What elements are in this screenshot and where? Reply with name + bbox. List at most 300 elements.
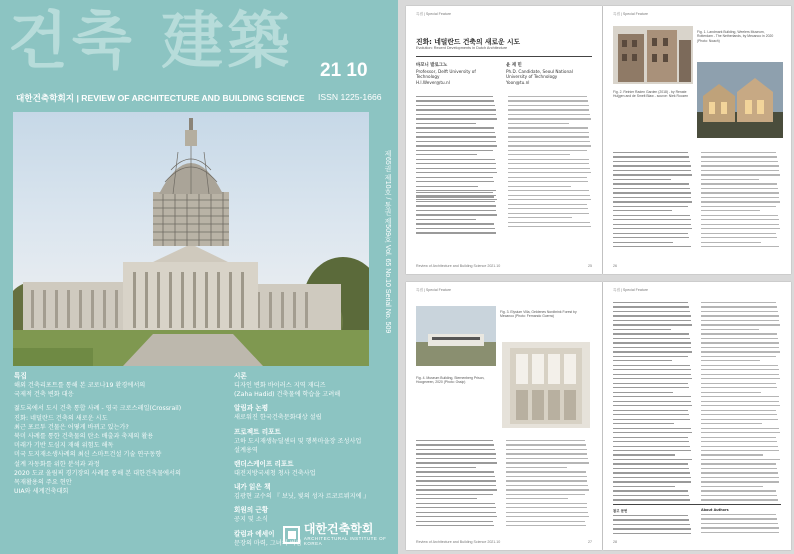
text-line — [416, 181, 494, 182]
text-line — [701, 246, 779, 247]
text-line — [701, 523, 778, 524]
capitol-illustration — [13, 112, 369, 366]
text-line — [613, 450, 691, 451]
text-line — [613, 360, 672, 361]
text-line — [613, 329, 671, 330]
toc-section-heading: 회원의 근황 — [234, 506, 269, 515]
body-text-korean — [416, 96, 498, 204]
text-line — [416, 521, 493, 522]
text-line — [508, 186, 571, 187]
text-line — [701, 369, 779, 370]
text-line — [613, 347, 691, 348]
toc-entry: 고하 도시재생뉴딜센터 및 행복마을장 조성사업 — [234, 437, 362, 445]
page-header: 특집 | Special Feature — [613, 12, 649, 16]
text-line — [701, 518, 777, 519]
text-line — [508, 181, 588, 182]
text-line — [701, 472, 778, 473]
text-line — [508, 123, 569, 124]
text-line — [416, 186, 478, 187]
page-number: 25 — [588, 264, 592, 268]
text-line — [508, 177, 587, 178]
text-line — [701, 481, 779, 482]
text-line — [613, 170, 691, 171]
text-line — [701, 342, 779, 343]
text-line — [613, 468, 689, 469]
text-line — [416, 471, 494, 472]
text-line — [508, 168, 590, 169]
notes-label-korean: 참고 문헌 — [613, 509, 628, 513]
text-line — [701, 306, 777, 307]
toc-entry: 미래가 기반 도심지 재해 위험도 해독 — [14, 442, 114, 450]
toc-section-heading: 랜더스케이프 리포트 — [234, 460, 294, 469]
body-text-korean-2 — [416, 192, 498, 237]
text-line — [701, 315, 779, 316]
toc-entry: 진화: 네덜란드 건축의 새로운 시도 — [14, 414, 108, 422]
text-line — [416, 168, 496, 169]
text-line — [508, 195, 590, 196]
text-line — [701, 468, 777, 469]
text-line — [508, 226, 591, 227]
text-line — [416, 145, 497, 146]
text-line — [416, 201, 495, 202]
text-line — [416, 503, 495, 504]
text-line — [613, 342, 691, 343]
aik-logo-icon — [283, 526, 300, 544]
text-line — [701, 311, 778, 312]
page-header: 특집 | Special Feature — [416, 288, 452, 292]
text-line — [613, 472, 690, 473]
text-line — [613, 387, 689, 388]
text-line — [613, 378, 692, 379]
text-line — [613, 215, 690, 216]
text-line — [416, 476, 495, 477]
notes-rule — [613, 504, 781, 505]
text-line — [508, 109, 589, 110]
text-line — [506, 521, 585, 522]
text-line — [508, 204, 587, 205]
text-line — [613, 414, 689, 415]
text-line — [613, 495, 689, 496]
text-line — [613, 441, 689, 442]
text-line — [613, 533, 691, 534]
text-line — [416, 485, 496, 486]
page-26 — [603, 6, 791, 274]
text-line — [416, 159, 495, 160]
text-line — [613, 405, 692, 406]
text-line — [613, 490, 688, 491]
text-line — [701, 532, 779, 533]
text-line — [508, 159, 589, 160]
text-line — [613, 374, 691, 375]
text-line — [416, 109, 496, 110]
toc-entry: 새로워진 한국건축문화대상 설립 — [234, 414, 322, 422]
toc-entry: UIA와 세계건축대회 — [14, 488, 69, 496]
publisher-logo — [283, 523, 398, 546]
text-line — [416, 132, 495, 133]
text-line — [613, 499, 690, 500]
text-line — [506, 494, 585, 495]
page-28 — [603, 282, 791, 550]
text-line — [508, 150, 587, 151]
text-line — [613, 224, 691, 225]
text-line — [701, 192, 779, 193]
text-line — [701, 495, 777, 496]
text-line — [506, 512, 588, 513]
text-line — [701, 405, 780, 406]
toc-entry: 공지 및 소식 — [234, 516, 268, 524]
text-line — [613, 401, 691, 402]
text-line — [416, 507, 496, 508]
text-line — [506, 471, 586, 472]
text-line — [506, 503, 587, 504]
text-line — [506, 453, 587, 454]
logo-name: 대한건축학회 — [303, 522, 374, 536]
text-line — [416, 210, 496, 211]
text-line — [613, 237, 689, 238]
text-line — [508, 190, 589, 191]
author-2-affiliation: Ph.D. Candidate, Seoul National University of Technology — [506, 68, 573, 80]
text-line — [508, 127, 588, 128]
text-line — [701, 224, 779, 225]
text-line — [416, 453, 496, 454]
text-line — [416, 498, 477, 499]
text-line — [701, 441, 777, 442]
text-line — [416, 105, 495, 106]
text-line — [613, 161, 690, 162]
text-line — [613, 311, 690, 312]
notes-korean — [613, 508, 693, 537]
text-line — [416, 196, 494, 197]
text-line — [701, 165, 779, 166]
text-line — [508, 141, 590, 142]
notes-english-lines — [701, 514, 781, 533]
notes-korean-lines — [613, 515, 693, 534]
text-line — [508, 145, 591, 146]
author-1-email: H.l.Wever@tu.nl — [416, 79, 450, 85]
text-line — [613, 410, 688, 411]
text-line — [613, 324, 692, 325]
text-line — [613, 519, 689, 520]
page-25 — [406, 6, 602, 274]
text-line — [416, 449, 495, 450]
text-line — [613, 201, 692, 202]
text-line — [701, 206, 776, 207]
text-line — [701, 237, 777, 238]
journal-name: 대한건축학회지 | REVIEW OF ARCHITECTURE AND BUILDING SCIENCE — [16, 93, 305, 103]
toc-entry: 설계용역 — [234, 446, 258, 454]
text-line — [506, 467, 567, 468]
logo-subtitle: ARCHITECTURAL INSTITUTE OF KOREA — [303, 536, 387, 546]
text-line — [416, 462, 497, 463]
text-line — [613, 454, 675, 455]
author-1-name: 바꼬니 발로그노 — [416, 63, 448, 68]
text-line — [508, 163, 589, 164]
article-subtitle: Evolution: Recent Developments in Dutch Architecture — [416, 46, 508, 50]
text-line — [416, 489, 497, 490]
text-line — [613, 446, 690, 447]
body-text-korean — [613, 152, 693, 251]
text-line — [701, 242, 761, 243]
text-line — [613, 188, 690, 189]
figure-1-photo — [613, 26, 693, 84]
toc-entry: 디자인 변화 바이러스 지역 재디즈 — [234, 382, 326, 389]
text-line — [701, 197, 779, 198]
text-line — [701, 210, 760, 211]
text-line — [613, 315, 691, 316]
text-line — [613, 156, 689, 157]
text-line — [701, 419, 778, 420]
toc-section-heading: 칼럼과 에세이 — [234, 529, 275, 538]
text-line — [416, 150, 493, 151]
toc-entry: 젊도록에서 도시 건축 통합 사례 - 영국 크로스레일(Crossrail) — [14, 405, 182, 413]
text-line — [613, 174, 692, 175]
text-line — [416, 177, 493, 178]
text-line — [613, 306, 689, 307]
text-line — [613, 432, 692, 433]
toc-entry: 최근 포르투 건물은 어떻게 바뀌고 있는가? — [14, 423, 129, 431]
text-line — [613, 192, 691, 193]
text-line — [701, 179, 759, 180]
text-line — [701, 228, 780, 229]
page-number: 27 — [588, 540, 592, 544]
text-line — [701, 387, 777, 388]
text-line — [701, 174, 780, 175]
text-line — [416, 163, 496, 164]
text-line — [506, 462, 589, 463]
text-line — [416, 192, 493, 193]
cover-title: 건축 建築 — [8, 4, 294, 77]
text-line — [508, 96, 587, 97]
text-line — [701, 170, 779, 171]
title-rule — [416, 56, 592, 57]
figure-2-caption: Fig. 2. Reinier Raden Garden (2018) - by Renate Huijgen and de Smelt Blaw - source: Niek Roozen — [613, 90, 689, 99]
text-line — [416, 232, 496, 233]
text-line — [416, 214, 497, 215]
toc-entry: 해외 건축리포트를 통해 본 코로나19 환경에서의 — [14, 382, 146, 389]
text-line — [416, 118, 497, 119]
text-line — [701, 428, 779, 429]
text-line — [613, 423, 674, 424]
text-line — [701, 365, 778, 366]
text-line — [506, 498, 568, 499]
text-line — [508, 217, 572, 218]
toc-entry: 국제적 건축 변화 대응 — [14, 391, 74, 399]
page-footer: Review of Architecture and Building Science 2021.10 — [416, 540, 501, 544]
text-line — [701, 432, 780, 433]
page-header: 특집 | Special Feature — [613, 288, 649, 292]
text-line — [613, 320, 691, 321]
toc-entry: (Zaha Hadid) 건축물에 학습을 고려해 — [234, 391, 341, 399]
text-line — [701, 219, 779, 220]
text-line — [701, 499, 778, 500]
figure-3-photo — [416, 306, 496, 366]
text-line — [416, 440, 493, 441]
text-line — [701, 490, 776, 491]
text-line — [613, 524, 690, 525]
text-line — [508, 199, 591, 200]
text-line — [613, 219, 691, 220]
text-line — [701, 396, 779, 397]
text-line — [506, 480, 587, 481]
text-line — [416, 127, 494, 128]
text-line — [416, 494, 493, 495]
body-text-korean — [613, 302, 693, 508]
text-line — [508, 213, 589, 214]
text-line — [506, 485, 588, 486]
page-footer: Review of Architecture and Building Science 2021.10 — [416, 264, 501, 268]
text-line — [701, 302, 776, 303]
text-line — [613, 333, 689, 334]
text-line — [508, 132, 589, 133]
text-line — [701, 454, 763, 455]
text-line — [506, 440, 585, 441]
text-line — [508, 222, 590, 223]
text-line — [416, 205, 496, 206]
text-line — [613, 228, 692, 229]
text-line — [701, 477, 779, 478]
toc-entry: 2020 도쿄 올림픽 경기장의 사례를 통해 본 대한건축물에서의 — [14, 469, 181, 477]
text-line — [701, 374, 779, 375]
text-line — [701, 356, 776, 357]
text-line — [701, 446, 778, 447]
figure-3-caption: Fig. 3. Elysium Villa, Geldenes Nordbrink Forest by Mecanoo (Photo: Fernando Guerra) — [500, 310, 577, 319]
text-line — [416, 114, 496, 115]
text-line — [508, 208, 588, 209]
text-line — [701, 486, 763, 487]
text-line — [613, 437, 688, 438]
text-line — [416, 223, 494, 224]
body-text-korean — [416, 440, 498, 530]
toc-section-heading: 프로젝트 리포트 — [234, 427, 281, 436]
text-line — [416, 96, 493, 97]
text-line — [701, 459, 780, 460]
page-number: 26 — [613, 264, 617, 268]
text-line — [701, 233, 776, 234]
issn: ISSN 1225-1666 — [318, 92, 382, 102]
text-line — [506, 489, 589, 490]
text-line — [701, 463, 776, 464]
text-line — [416, 123, 476, 124]
toc-entry: 미국 도지재소생사례의 최신 스마트건설 기술 연구동향 — [14, 451, 162, 459]
text-line — [613, 152, 688, 153]
text-line — [613, 528, 691, 529]
text-line — [613, 419, 690, 420]
text-line — [613, 428, 691, 429]
text-line — [416, 444, 494, 445]
text-line — [613, 206, 688, 207]
text-line — [416, 154, 477, 155]
figure-1-caption: Fig. 1. Landmark Building, Weelers Museum, Rotterdam - The Netherlands, by Mecanoo in 2020 (Photo: Noach) — [697, 30, 774, 43]
text-line — [506, 449, 587, 450]
page-header: 특집 | Special Feature — [416, 12, 452, 16]
text-line — [701, 156, 777, 157]
text-line — [701, 188, 778, 189]
toc-section-heading: 내가 읽은 책 — [234, 483, 271, 492]
text-line — [701, 383, 776, 384]
text-line — [506, 444, 586, 445]
text-line — [416, 458, 496, 459]
text-line — [613, 481, 691, 482]
text-line — [613, 179, 671, 180]
text-line — [701, 347, 779, 348]
text-line — [701, 401, 779, 402]
text-line — [613, 356, 688, 357]
text-line — [508, 100, 588, 101]
text-line — [613, 165, 691, 166]
text-line — [701, 392, 761, 393]
text-line — [613, 197, 691, 198]
text-line — [613, 515, 688, 516]
spine-text: 제65권 제10호 / 통권 제509호 Vol. 65 No.10 Serial No. 509 — [384, 150, 391, 334]
text-line — [701, 161, 778, 162]
text-line — [508, 136, 589, 137]
author-2-name: 윤 재 민 — [506, 63, 522, 68]
text-line — [508, 114, 590, 115]
notes-label-english: About Authors — [701, 508, 729, 512]
text-line — [416, 100, 494, 101]
text-line — [701, 514, 776, 515]
text-line — [508, 118, 591, 119]
text-line — [613, 183, 689, 184]
text-line — [701, 423, 762, 424]
text-line — [701, 410, 776, 411]
text-line — [416, 516, 497, 517]
text-line — [613, 463, 688, 464]
text-line — [613, 486, 675, 487]
text-line — [701, 360, 760, 361]
body-text-english — [701, 152, 781, 251]
text-line — [613, 302, 688, 303]
toc-entry: 대전지방국세청 청사 건축사업 — [234, 470, 316, 478]
figure-4-caption: Fig. 4. Museum Building, Sternenberg Prison, Hoogeveen, 2020 (Photo: Ossip) — [416, 376, 485, 385]
text-line — [613, 477, 691, 478]
toc-entry: 설계 자동화를 위한 분석과 과정 — [14, 460, 100, 468]
text-line — [416, 512, 496, 513]
text-line — [701, 378, 780, 379]
text-line — [613, 369, 691, 370]
text-line — [506, 525, 586, 526]
text-line — [701, 338, 778, 339]
text-line — [701, 324, 780, 325]
text-line — [701, 351, 780, 352]
text-line — [416, 467, 476, 468]
text-line — [416, 525, 494, 526]
text-line — [506, 516, 589, 517]
text-line — [416, 141, 496, 142]
text-line — [613, 210, 672, 211]
toc-left-column — [14, 372, 209, 496]
figure-4-photo — [502, 342, 590, 428]
page-number: 28 — [613, 540, 617, 544]
text-line — [416, 136, 496, 137]
text-line — [506, 458, 588, 459]
toc-entry: 북미 사례를 통한 건축물의 탄소 배출과 축제의 활용 — [14, 433, 154, 441]
article-title: 진화: 네덜란드 건축의 새로운 시도 — [416, 38, 521, 46]
text-line — [701, 215, 778, 216]
body-text-english — [701, 302, 781, 508]
text-line — [613, 383, 688, 384]
author-2-email: Yoon@tu.nl — [506, 79, 530, 85]
text-line — [613, 233, 688, 234]
toc-entry: 목재활용의 주요 현안 — [14, 479, 72, 487]
toc-section-heading: 특집 — [14, 372, 27, 380]
text-line — [701, 152, 776, 153]
text-line — [613, 246, 691, 247]
text-line — [613, 459, 692, 460]
text-line — [701, 320, 779, 321]
toc-section-heading: 시론 — [234, 372, 247, 380]
text-line — [508, 105, 589, 106]
